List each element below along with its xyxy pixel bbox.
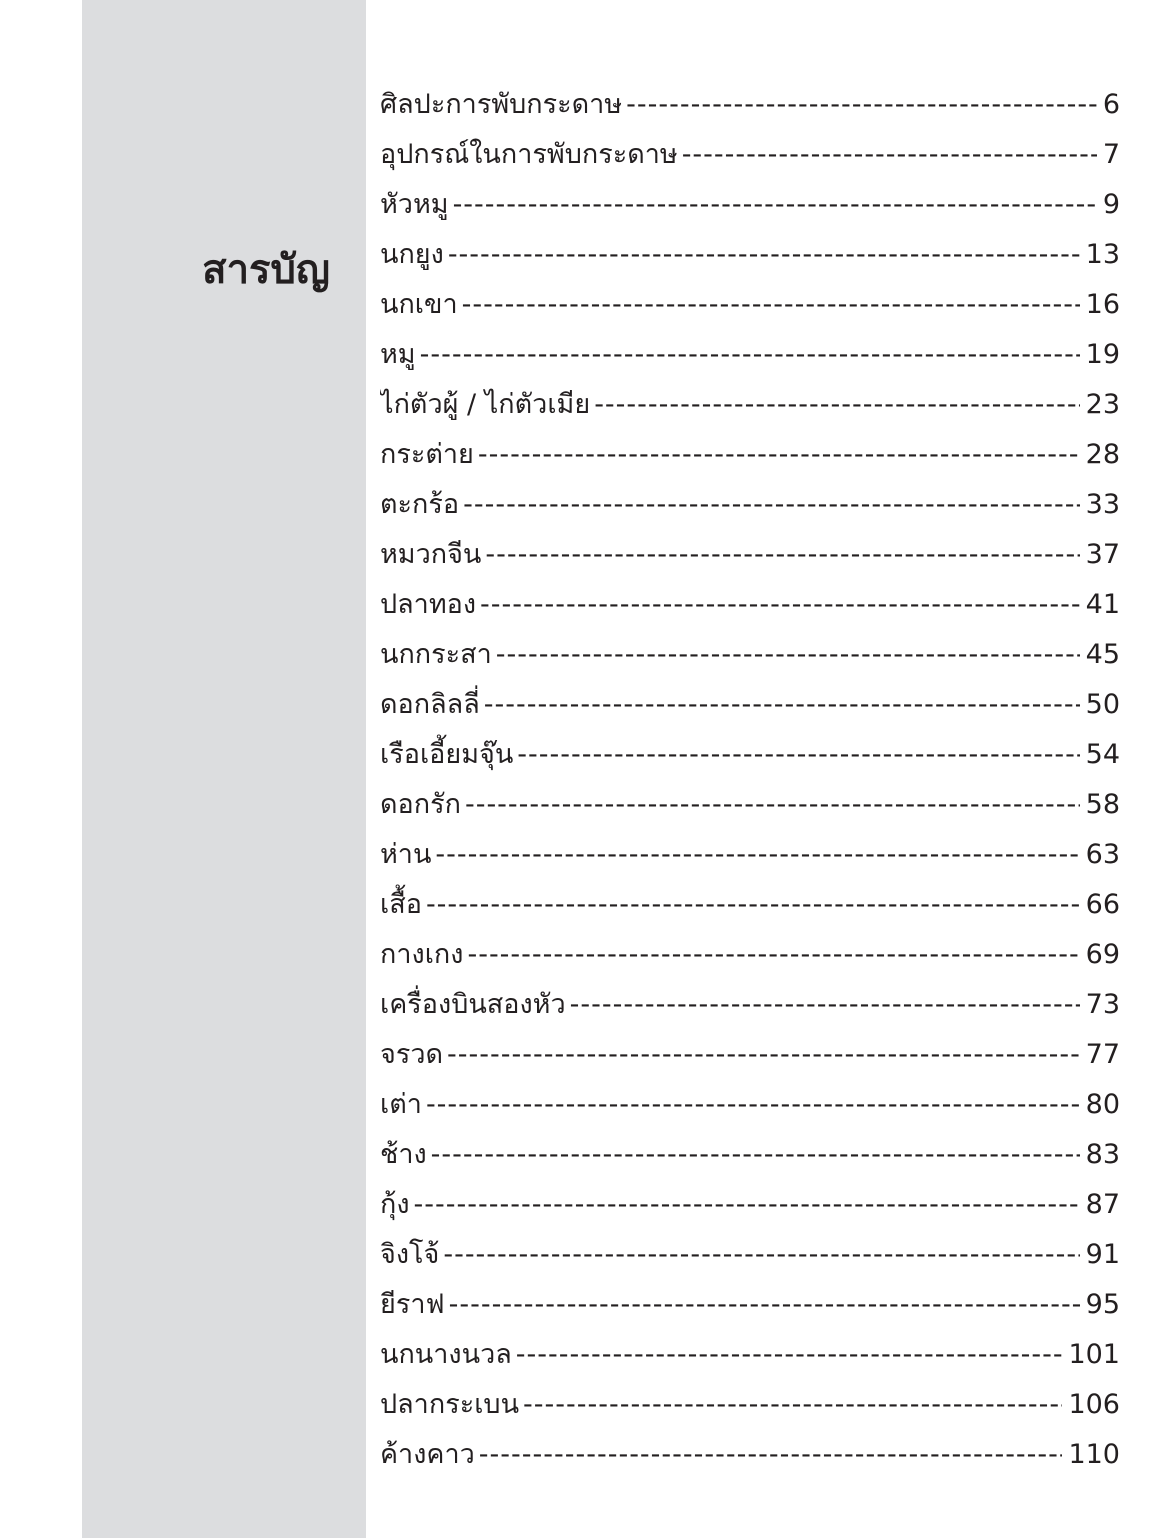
toc-entry[interactable] <box>380 380 1120 430</box>
toc-entry-title: ยีราฟ <box>380 1289 445 1320</box>
toc-entry-page: 73 <box>1085 989 1120 1020</box>
toc-entry[interactable] <box>380 780 1120 830</box>
toc-entry-page: 45 <box>1085 639 1120 670</box>
toc-entry-title: ปลากระเบน <box>380 1389 520 1420</box>
toc-entry-title: นกนางนวล <box>380 1339 512 1370</box>
toc-entry-title: ศิลปะการพับกระดาษ <box>380 89 623 120</box>
toc-leader-dashes <box>478 430 1080 480</box>
toc-entry-title: เสื้อ <box>380 889 422 920</box>
toc-entry-title: กระต่าย <box>380 439 474 470</box>
toc-entry-page: 13 <box>1085 239 1120 270</box>
toc-list <box>380 80 1120 1480</box>
toc-entry-title: อุปกรณ์ในการพับกระดาษ <box>380 139 678 170</box>
toc-entry[interactable] <box>380 280 1120 330</box>
toc-entry-page: 63 <box>1085 839 1120 870</box>
toc-entry-title: หมวกจีน <box>380 539 482 570</box>
toc-entry-title: ไก่ตัวผู้ / ไก่ตัวเมีย <box>380 389 591 420</box>
toc-leader-dashes <box>484 680 1080 730</box>
toc-entry[interactable] <box>380 430 1120 480</box>
toc-leader-dashes <box>570 980 1080 1030</box>
toc-entry-page: 91 <box>1085 1239 1120 1270</box>
toc-entry-page: 110 <box>1068 1439 1120 1470</box>
toc-entry-page: 69 <box>1085 939 1120 970</box>
toc-entry[interactable] <box>380 80 1120 130</box>
toc-entry-page: 28 <box>1085 439 1120 470</box>
toc-entry-page: 23 <box>1085 389 1120 420</box>
toc-entry[interactable] <box>380 1080 1120 1130</box>
toc-leader-dashes <box>465 780 1080 830</box>
toc-leader-dashes <box>479 1430 1063 1480</box>
toc-entry-page: 106 <box>1068 1389 1120 1420</box>
toc-entry-page: 33 <box>1085 489 1120 520</box>
toc-entry-title: จรวด <box>380 1039 444 1070</box>
toc-entry-title: หัวหมู <box>380 189 449 220</box>
toc-leader-dashes <box>516 1330 1063 1380</box>
toc-entry[interactable] <box>380 230 1120 280</box>
toc-entry-page: 9 <box>1102 189 1120 220</box>
toc-entry-page: 95 <box>1085 1289 1120 1320</box>
toc-entry[interactable] <box>380 480 1120 530</box>
toc-entry-title: นกกระสา <box>380 639 492 670</box>
toc-leader-dashes <box>682 130 1097 180</box>
toc-entry-title: เครื่องบินสองหัว <box>380 989 566 1020</box>
toc-entry-page: 7 <box>1102 139 1120 170</box>
toc-entry[interactable] <box>380 630 1120 680</box>
toc-entry-title: เรือเอี้ยมจุ๊น <box>380 739 514 770</box>
toc-leader-dashes <box>443 1230 1079 1280</box>
toc-leader-dashes <box>462 280 1080 330</box>
toc-entry[interactable] <box>380 830 1120 880</box>
toc-entry[interactable] <box>380 130 1120 180</box>
toc-leader-dashes <box>414 1180 1080 1230</box>
toc-leader-dashes <box>496 630 1080 680</box>
toc-entry[interactable] <box>380 980 1120 1030</box>
toc-leader-dashes <box>453 180 1097 230</box>
toc-leader-dashes <box>420 330 1080 380</box>
toc-leader-dashes <box>480 580 1080 630</box>
toc-entry[interactable] <box>380 1180 1120 1230</box>
toc-entry-title: นกยูง <box>380 239 444 270</box>
toc-entry[interactable] <box>380 930 1120 980</box>
toc-entry-title: นกเขา <box>380 289 458 320</box>
toc-leader-dashes <box>467 930 1079 980</box>
toc-entry-title: ค้างคาว <box>380 1439 475 1470</box>
toc-entry[interactable] <box>380 530 1120 580</box>
sidebar-panel <box>82 0 366 1538</box>
toc-leader-dashes <box>448 230 1080 280</box>
toc-entry-title: กางเกง <box>380 939 464 970</box>
toc-entry-title: ช้าง <box>380 1139 427 1170</box>
toc-entry-page: 77 <box>1085 1039 1120 1070</box>
toc-entry-page: 58 <box>1085 789 1120 820</box>
toc-entry-title: ปลาทอง <box>380 589 477 620</box>
toc-entry-page: 80 <box>1085 1089 1120 1120</box>
toc-leader-dashes <box>594 380 1079 430</box>
toc-entry-title: ดอกลิลลี่ <box>380 689 480 720</box>
toc-entry[interactable] <box>380 1230 1120 1280</box>
toc-entry-title: ตะกร้อ <box>380 489 460 520</box>
toc-entry-page: 37 <box>1085 539 1120 570</box>
toc-entry[interactable] <box>380 1430 1120 1480</box>
toc-leader-dashes <box>463 480 1080 530</box>
toc-leader-dashes <box>449 1280 1080 1330</box>
toc-entry[interactable] <box>380 1130 1120 1180</box>
toc-entry[interactable] <box>380 1030 1120 1080</box>
toc-entry-page: 54 <box>1085 739 1120 770</box>
toc-entry-page: 83 <box>1085 1139 1120 1170</box>
toc-entry[interactable] <box>380 180 1120 230</box>
toc-entry-page: 50 <box>1085 689 1120 720</box>
toc-entry[interactable] <box>380 880 1120 930</box>
toc-entry-page: 101 <box>1068 1339 1120 1370</box>
toc-leader-dashes <box>626 80 1097 130</box>
toc-title: สารบัญ <box>202 247 330 293</box>
toc-entry-title: ห่าน <box>380 839 432 870</box>
toc-entry-page: 66 <box>1085 889 1120 920</box>
toc-entry[interactable] <box>380 1280 1120 1330</box>
toc-entry-title: หมู <box>380 339 416 370</box>
toc-entry-page: 19 <box>1085 339 1120 370</box>
toc-leader-dashes <box>431 1130 1080 1180</box>
toc-entry[interactable] <box>380 580 1120 630</box>
toc-entry-page: 16 <box>1085 289 1120 320</box>
toc-entry-title: จิงโจ้ <box>380 1239 440 1270</box>
toc-leader-dashes <box>435 830 1079 880</box>
toc-leader-dashes <box>485 530 1079 580</box>
toc-leader-dashes <box>517 730 1079 780</box>
toc-entry[interactable] <box>380 730 1120 780</box>
toc-entry-page: 6 <box>1102 89 1120 120</box>
toc-entry-title: กุ้ง <box>380 1189 410 1220</box>
toc-entry[interactable] <box>380 1380 1120 1430</box>
toc-entry-title: เต่า <box>380 1089 422 1120</box>
toc-entry-page: 87 <box>1085 1189 1120 1220</box>
toc-leader-dashes <box>426 880 1080 930</box>
toc-leader-dashes <box>447 1030 1080 1080</box>
toc-entry[interactable] <box>380 680 1120 730</box>
toc-entry[interactable] <box>380 330 1120 380</box>
toc-leader-dashes <box>426 1080 1080 1130</box>
toc-entry-page: 41 <box>1085 589 1120 620</box>
toc-leader-dashes <box>523 1380 1062 1430</box>
toc-entry[interactable] <box>380 1330 1120 1380</box>
toc-entry-title: ดอกรัก <box>380 789 461 820</box>
